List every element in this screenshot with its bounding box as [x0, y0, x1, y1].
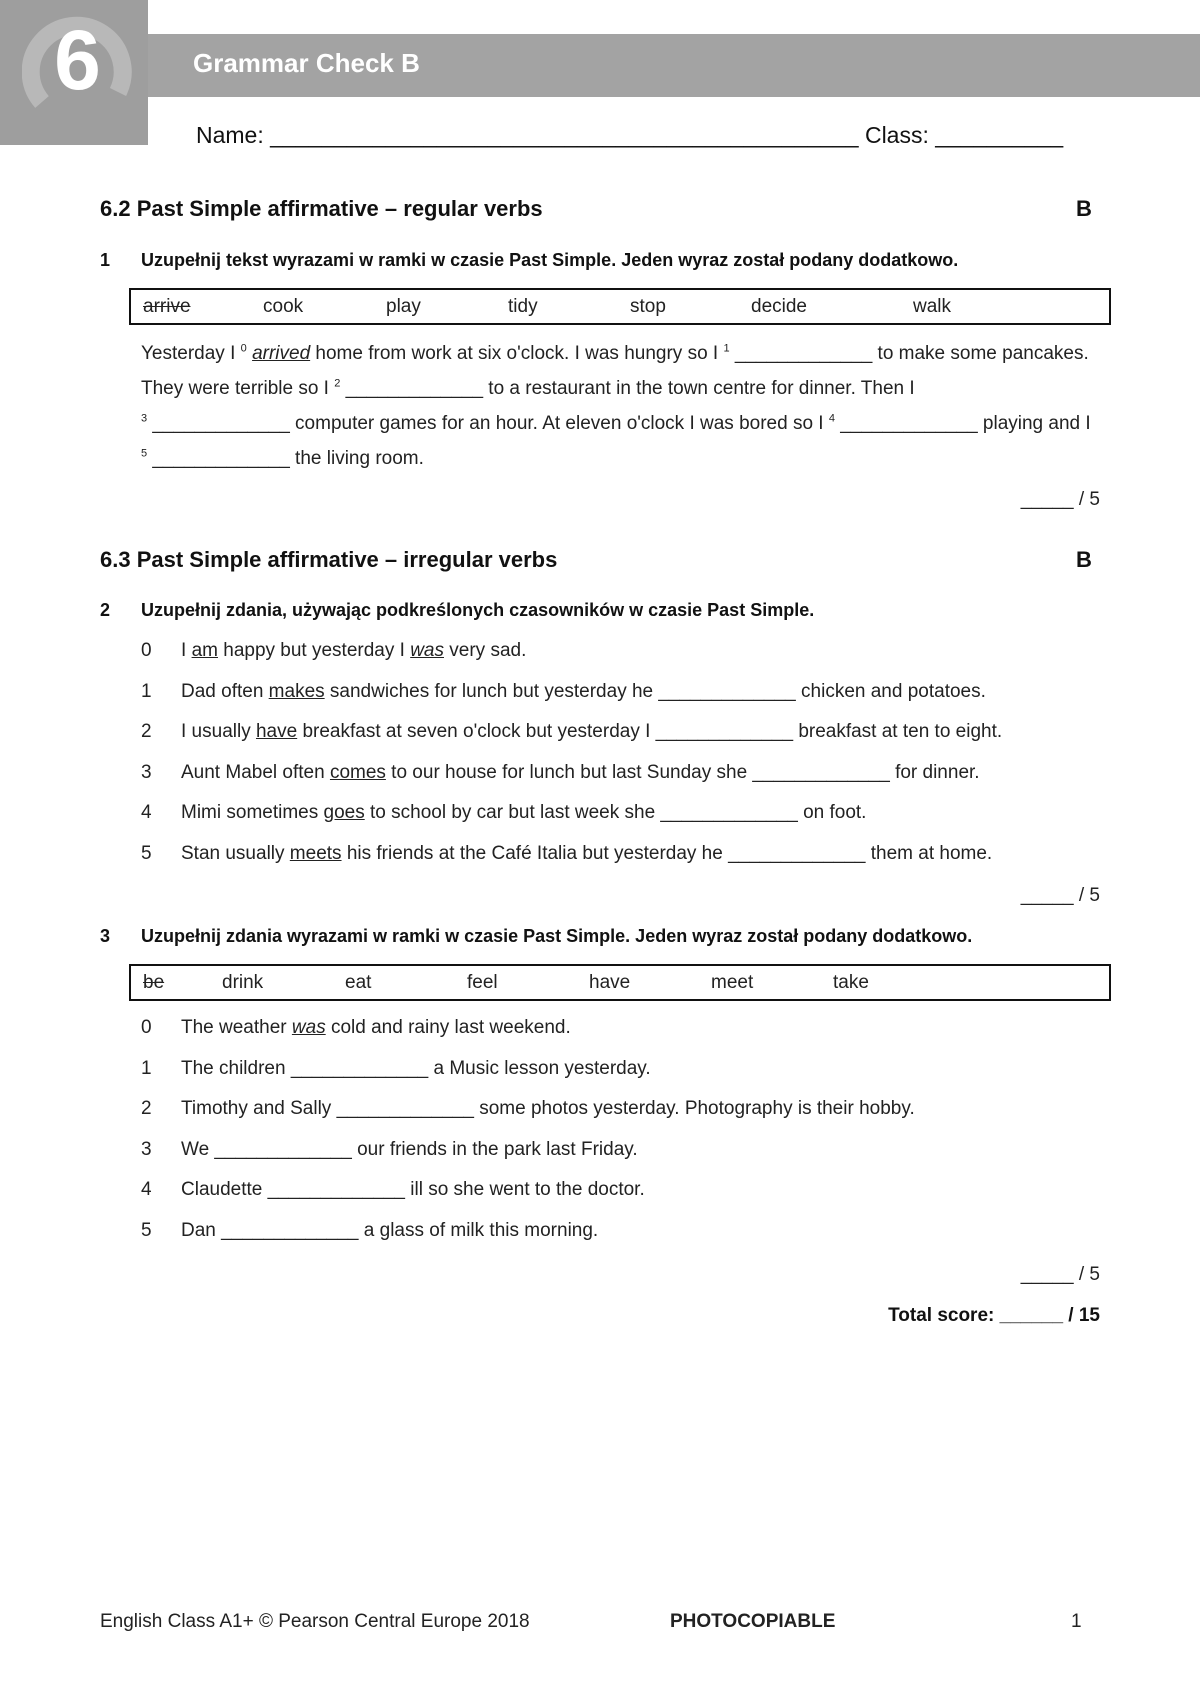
text-fragment: The weather	[181, 1017, 292, 1038]
list-item[interactable]	[181, 681, 986, 703]
list-item	[181, 1017, 571, 1039]
word-box-item: be	[143, 972, 165, 993]
footer-photocopiable: PHOTOCOPIABLE	[670, 1611, 836, 1632]
list-item[interactable]	[181, 1139, 638, 1161]
text-fragment[interactable]: his friends at the Café Italia but yesterday he _____________ them at home.	[341, 842, 993, 864]
list-item[interactable]	[181, 1220, 598, 1242]
text-fragment: very sad.	[444, 640, 527, 661]
class-field[interactable]: __________	[935, 122, 1064, 148]
text-fragment[interactable]: Dan _____________ a glass of milk this morning.	[181, 1219, 599, 1241]
name-class-line	[196, 122, 1063, 149]
item-number: 5	[141, 842, 152, 864]
text-fragment[interactable]: We _____________ our friends in the park last Friday.	[181, 1138, 638, 1160]
text-fragment[interactable]: Timothy and Sally _____________ some photos yesterday. Photography is their hobby.	[181, 1098, 915, 1119]
text-fragment[interactable]: _____________ to make some pancakes. They were terrible so I	[141, 343, 1089, 399]
section-heading-6-3: 6.3 Past Simple affirmative – irregular verbs	[100, 547, 558, 572]
page-title: Grammar Check B	[193, 48, 420, 78]
task-instruction-3: Uzupełnij zdania wyrazami w ramki w czasie Past Simple. Jeden wyraz został podany dodatkowo.	[141, 926, 973, 946]
task1-score: _____ / 5	[1020, 489, 1100, 510]
unit-number: 6	[54, 13, 101, 107]
item-number: 0	[141, 640, 152, 661]
example-answer: was	[291, 1017, 326, 1038]
title-bar	[148, 34, 1200, 97]
word-box-item: have	[589, 972, 631, 993]
underlined-verb: makes	[268, 680, 325, 702]
text-fragment[interactable]: to our house for lunch but last Sunday she _____________ for dinner.	[385, 761, 980, 783]
task2-score: _____ / 5	[1020, 885, 1100, 906]
list-item[interactable]	[181, 762, 980, 784]
underlined-verb: comes	[329, 761, 386, 783]
text-fragment[interactable]: breakfast at seven o'clock but yesterday I _____________ breakfast at ten to eight.	[297, 721, 1003, 742]
underlined-verb: meets	[289, 842, 342, 864]
word-box-item: meet	[711, 972, 754, 993]
text-fragment: happy but yesterday I	[217, 640, 411, 661]
gap-number: 3	[141, 412, 148, 425]
word-box-item: tidy	[508, 296, 538, 317]
page-number: 1	[1071, 1611, 1082, 1632]
task-number-3: 3	[100, 926, 111, 946]
underlined-verb: goes	[323, 802, 365, 823]
list-item[interactable]	[181, 1098, 915, 1120]
text-fragment[interactable]: _____________ playing and I	[840, 413, 1091, 434]
text-fragment: cold and rainy last weekend.	[325, 1017, 571, 1038]
word-box-item: eat	[345, 972, 372, 993]
text-fragment: I	[181, 640, 192, 661]
item-number: 4	[141, 802, 152, 823]
text-fragment: Stan usually	[181, 842, 290, 864]
word-box-item: arrive	[143, 296, 191, 317]
unit-badge	[0, 0, 148, 145]
text-fragment: Dad often	[181, 680, 269, 702]
underlined-verb: have	[255, 721, 298, 742]
section-version-6-2: B	[1076, 196, 1092, 221]
text-fragment[interactable]: _____________ the living room.	[152, 448, 424, 469]
item-number: 1	[141, 1057, 152, 1079]
task3-score: _____ / 5	[1020, 1264, 1100, 1285]
word-box-item: decide	[751, 296, 807, 317]
task-instruction-2: Uzupełnij zdania, używając podkreślonych czasowników w czasie Past Simple.	[141, 600, 815, 620]
gap-number: 4	[828, 412, 835, 425]
text-fragment: Yesterday I	[141, 343, 236, 364]
word-box-item: walk	[913, 296, 952, 317]
word-box-1	[129, 288, 1111, 325]
name-label: Name:	[196, 122, 264, 148]
text-fragment[interactable]: The children _____________ a Music lesson yesterday.	[181, 1057, 651, 1079]
footer-copyright: English Class A1+ © Pearson Central Europe 2018	[100, 1611, 530, 1632]
task1-text	[141, 336, 1091, 476]
text-fragment[interactable]: to school by car but last week she _____________ on foot.	[364, 802, 867, 823]
class-label: Class:	[864, 122, 929, 148]
list-item	[181, 640, 526, 662]
item-number: 2	[141, 1098, 152, 1119]
item-number: 1	[141, 680, 152, 702]
task-number-1: 1	[100, 250, 111, 270]
text-fragment: home from work at six o'clock. I was hungry so I	[315, 343, 719, 364]
example-answer: was	[410, 640, 444, 661]
list-item[interactable]	[181, 721, 1002, 743]
list-item[interactable]	[181, 1058, 651, 1080]
task-instruction-1: Uzupełnij tekst wyrazami w ramki w czasie Past Simple. Jeden wyraz został podany dodatkowo.	[141, 250, 959, 270]
word-box-item: stop	[630, 296, 666, 317]
name-field[interactable]: ______________________________________________	[270, 122, 859, 148]
underlined-verb: am	[191, 640, 218, 661]
text-fragment: I usually	[181, 721, 256, 742]
text-fragment[interactable]: Claudette _____________ ill so she went to the doctor.	[181, 1179, 645, 1200]
word-box-item: play	[386, 296, 421, 317]
text-fragment[interactable]: _____________ to a restaurant in the town centre for dinner. Then I	[345, 378, 915, 399]
gap-number: 2	[334, 377, 341, 390]
section-version-6-3: B	[1076, 547, 1092, 572]
text-fragment: Mimi sometimes	[181, 802, 324, 823]
item-number: 0	[141, 1017, 152, 1038]
text-fragment[interactable]: _____________ computer games for an hour. At eleven o'clock I was bored so I	[152, 413, 824, 434]
text-fragment: Aunt Mabel often	[181, 761, 330, 783]
example-answer: arrived	[252, 343, 311, 364]
task-number-2: 2	[100, 600, 111, 620]
list-item[interactable]	[181, 802, 866, 824]
gap-number: 1	[723, 342, 730, 355]
word-box-3	[129, 964, 1111, 1001]
word-box-item: cook	[263, 296, 304, 317]
word-box-item: drink	[222, 972, 264, 993]
item-number: 3	[141, 761, 152, 783]
gap-number: 0	[240, 342, 247, 355]
total-score: Total score: ______ / 15	[888, 1305, 1100, 1326]
list-item[interactable]	[181, 1179, 645, 1201]
item-number: 2	[141, 721, 152, 742]
word-box-item: take	[833, 972, 869, 993]
word-box-item: feel	[467, 972, 498, 993]
item-number: 5	[141, 1219, 152, 1241]
item-number: 4	[141, 1179, 152, 1200]
item-number: 3	[141, 1138, 152, 1160]
gap-number: 5	[141, 447, 148, 460]
list-item[interactable]	[181, 843, 992, 865]
section-heading-6-2: 6.2 Past Simple affirmative – regular verbs	[100, 196, 543, 221]
text-fragment[interactable]: sandwiches for lunch but yesterday he _____________ chicken and potatoes.	[324, 680, 986, 702]
